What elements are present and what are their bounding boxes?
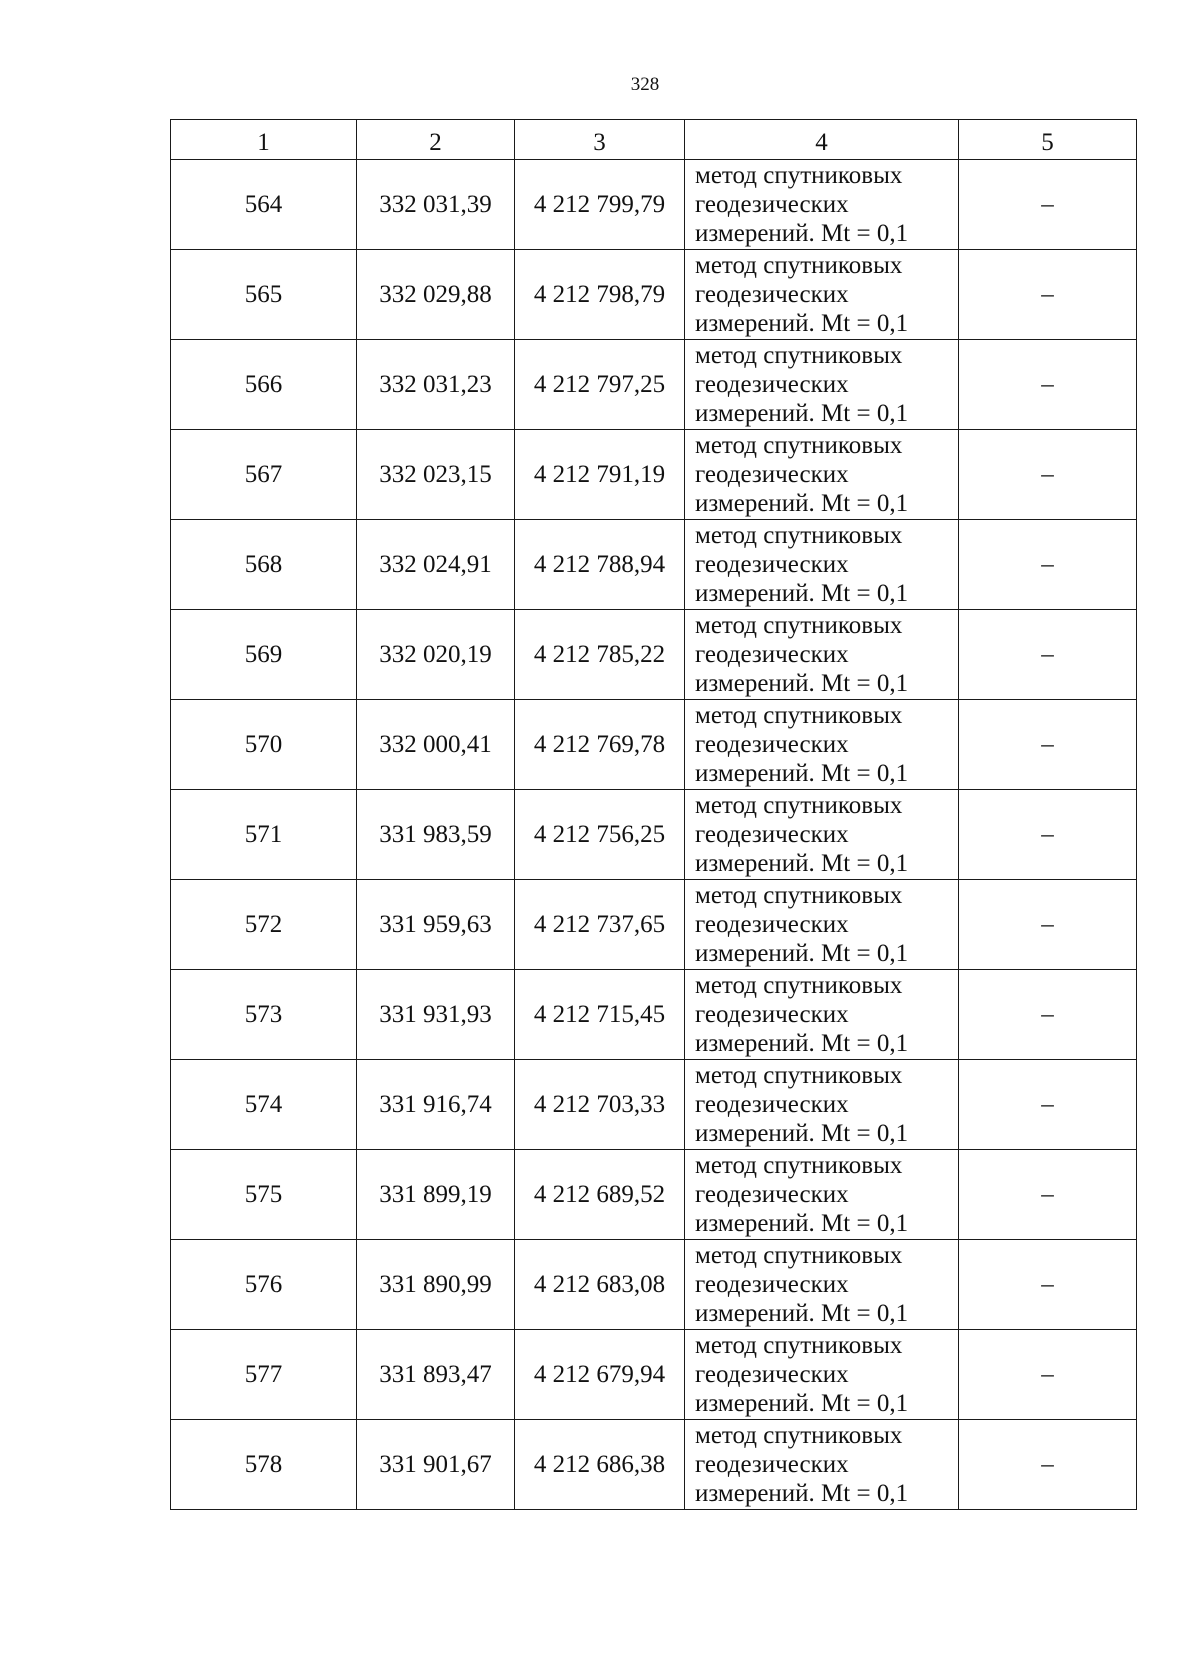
note-cell: – (959, 1330, 1137, 1420)
table-row (171, 250, 1137, 340)
method-cell (685, 1060, 959, 1150)
method-text-line: геодезических (695, 1181, 849, 1208)
note-cell: – (959, 1420, 1137, 1510)
method-text-line: геодезических (695, 1271, 849, 1298)
method-text-line: измерений. Mt = 0,1 (695, 670, 909, 697)
note-cell: – (959, 790, 1137, 880)
table-row (171, 520, 1137, 610)
x-coordinate-cell: 331 916,74 (357, 1060, 515, 1150)
method-text-line: измерений. Mt = 0,1 (695, 220, 909, 247)
method-text-line: геодезических (695, 641, 849, 668)
method-text-line: измерений. Mt = 0,1 (695, 310, 909, 337)
method-cell (685, 430, 959, 520)
method-text-line: метод спутниковых (695, 522, 903, 549)
table-header-row (171, 120, 1137, 160)
x-coordinate-cell: 332 031,23 (357, 340, 515, 430)
y-coordinate-cell: 4 212 799,79 (515, 160, 685, 250)
y-coordinate-cell: 4 212 679,94 (515, 1330, 685, 1420)
table-row (171, 160, 1137, 250)
method-text-line: измерений. Mt = 0,1 (695, 490, 909, 517)
header-col-1: 1 (171, 120, 357, 160)
x-coordinate-cell: 332 000,41 (357, 700, 515, 790)
method-text-line: геодезических (695, 461, 849, 488)
method-text-line: метод спутниковых (695, 252, 903, 279)
point-number-cell: 568 (171, 520, 357, 610)
header-col-4: 4 (685, 120, 959, 160)
table-row (171, 610, 1137, 700)
table-row (171, 880, 1137, 970)
method-text-line: измерений. Mt = 0,1 (695, 1120, 909, 1147)
method-text-line: измерений. Mt = 0,1 (695, 1030, 909, 1057)
method-text-line: метод спутниковых (695, 1062, 903, 1089)
table-row (171, 1150, 1137, 1240)
table-row (171, 340, 1137, 430)
y-coordinate-cell: 4 212 769,78 (515, 700, 685, 790)
method-cell (685, 610, 959, 700)
note-cell: – (959, 970, 1137, 1060)
method-text-line: геодезических (695, 1001, 849, 1028)
y-coordinate-cell: 4 212 788,94 (515, 520, 685, 610)
point-number-cell: 567 (171, 430, 357, 520)
point-number-cell: 578 (171, 1420, 357, 1510)
method-text-line: метод спутниковых (695, 612, 903, 639)
note-cell: – (959, 880, 1137, 970)
method-text-line: метод спутниковых (695, 432, 903, 459)
table-body (171, 160, 1137, 1510)
point-number-cell: 571 (171, 790, 357, 880)
method-cell (685, 1420, 959, 1510)
method-text-line: метод спутниковых (695, 792, 903, 819)
table-row (171, 790, 1137, 880)
method-text-line: геодезических (695, 551, 849, 578)
x-coordinate-cell: 331 893,47 (357, 1330, 515, 1420)
x-coordinate-cell: 332 024,91 (357, 520, 515, 610)
method-text-line: измерений. Mt = 0,1 (695, 940, 909, 967)
header-col-3: 3 (515, 120, 685, 160)
table-row (171, 1420, 1137, 1510)
method-cell (685, 970, 959, 1060)
point-number-cell: 577 (171, 1330, 357, 1420)
coordinates-table (170, 119, 1137, 1510)
table-row (171, 700, 1137, 790)
note-cell: – (959, 340, 1137, 430)
y-coordinate-cell: 4 212 756,25 (515, 790, 685, 880)
method-text-line: измерений. Mt = 0,1 (695, 1300, 909, 1327)
table-row (171, 1240, 1137, 1330)
method-text-line: измерений. Mt = 0,1 (695, 760, 909, 787)
y-coordinate-cell: 4 212 683,08 (515, 1240, 685, 1330)
method-text-line: геодезических (695, 1361, 849, 1388)
method-text-line: метод спутниковых (695, 1332, 903, 1359)
method-text-line: геодезических (695, 1451, 849, 1478)
method-text-line: геодезических (695, 281, 849, 308)
point-number-cell: 572 (171, 880, 357, 970)
method-text-line: измерений. Mt = 0,1 (695, 850, 909, 877)
x-coordinate-cell: 331 899,19 (357, 1150, 515, 1240)
point-number-cell: 564 (171, 160, 357, 250)
method-cell (685, 880, 959, 970)
note-cell: – (959, 610, 1137, 700)
note-cell: – (959, 1150, 1137, 1240)
note-cell: – (959, 520, 1137, 610)
method-text-line: измерений. Mt = 0,1 (695, 1390, 909, 1417)
y-coordinate-cell: 4 212 785,22 (515, 610, 685, 700)
page-number: 328 (630, 74, 660, 95)
method-text-line: геодезических (695, 371, 849, 398)
method-text-line: геодезических (695, 821, 849, 848)
note-cell: – (959, 1060, 1137, 1150)
method-cell (685, 1330, 959, 1420)
method-cell (685, 340, 959, 430)
x-coordinate-cell: 332 031,39 (357, 160, 515, 250)
y-coordinate-cell: 4 212 797,25 (515, 340, 685, 430)
method-cell (685, 160, 959, 250)
method-text-line: геодезических (695, 731, 849, 758)
note-cell: – (959, 160, 1137, 250)
header-col-2: 2 (357, 120, 515, 160)
point-number-cell: 570 (171, 700, 357, 790)
x-coordinate-cell: 331 959,63 (357, 880, 515, 970)
method-text-line: метод спутниковых (695, 702, 903, 729)
method-cell (685, 790, 959, 880)
method-text-line: измерений. Mt = 0,1 (695, 580, 909, 607)
method-text-line: метод спутниковых (695, 342, 903, 369)
method-cell (685, 1240, 959, 1330)
x-coordinate-cell: 331 983,59 (357, 790, 515, 880)
x-coordinate-cell: 331 890,99 (357, 1240, 515, 1330)
method-cell (685, 700, 959, 790)
y-coordinate-cell: 4 212 791,19 (515, 430, 685, 520)
table-row (171, 970, 1137, 1060)
note-cell: – (959, 700, 1137, 790)
note-cell: – (959, 430, 1137, 520)
point-number-cell: 575 (171, 1150, 357, 1240)
method-text-line: измерений. Mt = 0,1 (695, 1210, 909, 1237)
point-number-cell: 573 (171, 970, 357, 1060)
method-text-line: геодезических (695, 191, 849, 218)
note-cell: – (959, 250, 1137, 340)
table-row (171, 1330, 1137, 1420)
method-text-line: метод спутниковых (695, 882, 903, 909)
note-cell: – (959, 1240, 1137, 1330)
x-coordinate-cell: 332 029,88 (357, 250, 515, 340)
method-cell (685, 1150, 959, 1240)
table-row (171, 430, 1137, 520)
method-text-line: геодезических (695, 1091, 849, 1118)
method-text-line: метод спутниковых (695, 1242, 903, 1269)
method-text-line: метод спутниковых (695, 162, 903, 189)
y-coordinate-cell: 4 212 737,65 (515, 880, 685, 970)
method-cell (685, 520, 959, 610)
point-number-cell: 565 (171, 250, 357, 340)
x-coordinate-cell: 331 901,67 (357, 1420, 515, 1510)
x-coordinate-cell: 332 023,15 (357, 430, 515, 520)
point-number-cell: 576 (171, 1240, 357, 1330)
x-coordinate-cell: 332 020,19 (357, 610, 515, 700)
y-coordinate-cell: 4 212 689,52 (515, 1150, 685, 1240)
x-coordinate-cell: 331 931,93 (357, 970, 515, 1060)
method-cell (685, 250, 959, 340)
method-text-line: метод спутниковых (695, 1152, 903, 1179)
y-coordinate-cell: 4 212 686,38 (515, 1420, 685, 1510)
point-number-cell: 569 (171, 610, 357, 700)
y-coordinate-cell: 4 212 703,33 (515, 1060, 685, 1150)
method-text-line: измерений. Mt = 0,1 (695, 400, 909, 427)
table-row (171, 1060, 1137, 1150)
y-coordinate-cell: 4 212 715,45 (515, 970, 685, 1060)
y-coordinate-cell: 4 212 798,79 (515, 250, 685, 340)
header-col-5: 5 (959, 120, 1137, 160)
method-text-line: метод спутниковых (695, 1422, 903, 1449)
method-text-line: метод спутниковых (695, 972, 903, 999)
point-number-cell: 566 (171, 340, 357, 430)
method-text-line: геодезических (695, 911, 849, 938)
method-text-line: измерений. Mt = 0,1 (695, 1480, 909, 1507)
point-number-cell: 574 (171, 1060, 357, 1150)
